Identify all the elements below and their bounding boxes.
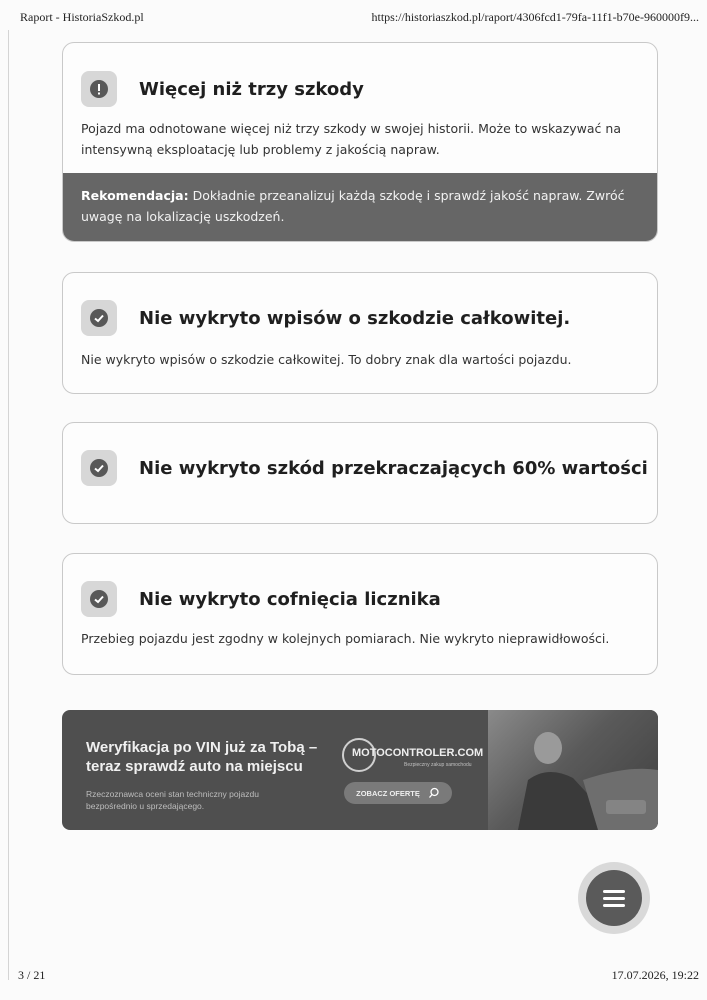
banner-title: Weryfikacja po VIN już za Tobą – teraz sprawdź auto na miejscu — [86, 739, 318, 775]
print-page-number: 3 / 21 — [18, 968, 46, 982]
recommendation-label: Rekomendacja: — [81, 188, 189, 203]
recommendation-box — [63, 173, 657, 241]
print-header — [0, 10, 707, 28]
hamburger-icon — [603, 888, 625, 909]
card-title: Więcej niż trzy szkody — [139, 78, 364, 100]
mechanic-photo — [488, 710, 658, 830]
card-damage-over-60 — [62, 422, 658, 524]
card-title: Nie wykryto cofnięcia licznika — [139, 588, 441, 610]
menu-button[interactable] — [586, 870, 642, 926]
print-url: https://historiaszkod.pl/raport/4306fcd1-79fa-11f1-b70e-960000f9... — [371, 10, 699, 24]
check-icon — [81, 450, 117, 486]
card-header — [81, 300, 570, 336]
card-odometer — [62, 553, 658, 675]
check-icon — [81, 581, 117, 617]
logo-text: MOTOCONTROLER.COM — [352, 747, 484, 759]
recommendation-text: Dokładnie przeanalizuj każdą szkodę i sprawdź jakość napraw. Zwróć uwagę na lokalizację uszkodzeń. — [81, 188, 625, 224]
promo-banner[interactable] — [62, 710, 658, 830]
card-total-loss — [62, 272, 658, 394]
print-page-title: Raport - HistoriaSzkod.pl — [20, 10, 144, 24]
card-description: Pojazd ma odnotowane więcej niż trzy szkody w swojej historii. Może to wskazywać na intensywną eksploatację lub problemy z jakością napraw. — [81, 121, 621, 157]
see-offer-button[interactable] — [344, 782, 452, 804]
motocontroler-logo — [342, 738, 484, 772]
card-title: Nie wykryto wpisów o szkodzie całkowitej. — [139, 307, 571, 329]
card-header — [81, 450, 648, 486]
scan-edge-line — [8, 30, 9, 980]
see-offer-label: ZOBACZ OFERTĘ — [356, 788, 420, 798]
search-icon — [428, 787, 440, 799]
card-header — [81, 581, 441, 617]
card-title: Nie wykryto szkód przekraczających 60% wartości — [139, 457, 648, 479]
print-footer — [0, 968, 707, 986]
print-datetime: 17.07.2026, 19:22 — [611, 968, 699, 982]
card-description: Nie wykryto wpisów o szkodzie całkowitej. To dobry znak dla wartości pojazdu. — [81, 352, 572, 367]
card-multiple-damages — [62, 42, 658, 242]
card-description: Przebieg pojazdu jest zgodny w kolejnych pomiarach. Nie wykryto nieprawidłowości. — [81, 631, 610, 646]
banner-subtitle: Rzeczoznawca oceni stan techniczny pojazdu bezpośrednio u sprzedającego. — [86, 789, 259, 811]
exclamation-icon — [81, 71, 117, 107]
check-icon — [81, 300, 117, 336]
logo-tagline: Bezpieczny zakup samochodu — [404, 762, 472, 768]
card-header — [81, 71, 364, 107]
